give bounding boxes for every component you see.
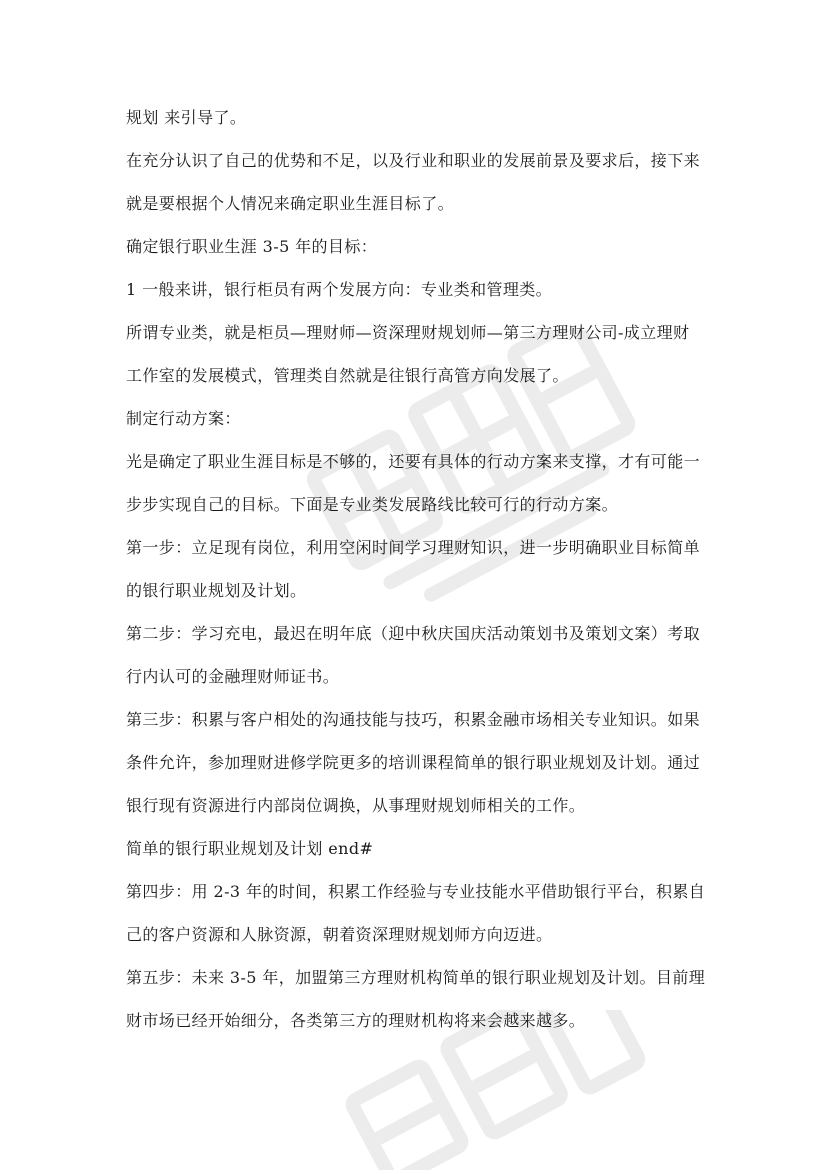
text-line: 就是要根据个人情况来确定职业生涯目标了。 bbox=[126, 194, 455, 213]
text-line: 第三步：积累与客户相处的沟通技能与技巧，积累金融市场相关专业知识。如果 bbox=[126, 710, 701, 729]
text-line: 第五步：未来 3-5 年，加盟第三方理财机构简单的银行职业规划及计划。目前理 bbox=[126, 968, 706, 987]
text-line: 第二步：学习充电，最迟在明年底（迎中秋庆国庆活动策划书及策划文案）考取 bbox=[126, 624, 701, 643]
text-line: 财市场已经开始细分，各类第三方的理财机构将来会越来越多。 bbox=[126, 1011, 586, 1030]
paragraph bbox=[126, 320, 726, 389]
text-line: 己的客户资源和人脉资源，朝着资深理财规划师方向迈进。 bbox=[126, 925, 553, 944]
text-line: 光是确定了职业生涯目标是不够的，还要有具体的行动方案来支撑，才有可能一 bbox=[126, 452, 701, 471]
text-line: 条件允许，参加理财进修学院更多的培训课程简单的银行职业规划及计划。通过 bbox=[126, 753, 701, 772]
text-line: 步步实现自己的目标。下面是专业类发展路线比较可行的行动方案。 bbox=[126, 495, 619, 514]
text-line: 的银行职业规划及计划。 bbox=[126, 581, 307, 600]
paragraph bbox=[126, 836, 726, 862]
paragraph bbox=[126, 535, 726, 604]
text-line: 第一步：立足现有岗位，利用空闲时间学习理财知识，进一步明确职业目标简单 bbox=[126, 538, 701, 557]
paragraph bbox=[126, 234, 726, 260]
text-line: 所谓专业类，就是柜员—理财师—资深理财规划师—第三方理财公司-成立理财 bbox=[126, 323, 690, 342]
paragraph bbox=[126, 148, 726, 217]
paragraph bbox=[126, 105, 726, 131]
paragraph bbox=[126, 621, 726, 690]
paragraph bbox=[126, 406, 726, 432]
paragraph bbox=[126, 879, 726, 948]
paragraph bbox=[126, 965, 726, 1034]
paragraph bbox=[126, 707, 726, 819]
document-body bbox=[126, 105, 726, 1034]
text-line: 工作室的发展模式，管理类自然就是往银行高管方向发展了。 bbox=[126, 366, 569, 385]
text-line: 1 一般来讲，银行柜员有两个发展方向：专业类和管理类。 bbox=[126, 280, 553, 299]
paragraph bbox=[126, 449, 726, 518]
text-line: 制定行动方案： bbox=[126, 409, 241, 428]
text-line: 行内认可的金融理财师证书。 bbox=[126, 667, 340, 686]
text-line: 规划 来引导了。 bbox=[126, 108, 247, 127]
watermark-logo-bottom bbox=[300, 1010, 660, 1170]
text-line: 银行现有资源进行内部岗位调换，从事理财规划师相关的工作。 bbox=[126, 796, 586, 815]
text-line: 第四步：用 2-3 年的时间，积累工作经验与专业技能水平借助银行平台，积累自 bbox=[126, 882, 706, 901]
text-line: 在充分认识了自己的优势和不足，以及行业和职业的发展前景及要求后，接下来 bbox=[126, 151, 701, 170]
text-line: 确定银行职业生涯 3-5 年的目标： bbox=[126, 237, 378, 256]
text-line: 简单的银行职业规划及计划 end# bbox=[126, 839, 374, 858]
paragraph bbox=[126, 277, 726, 303]
